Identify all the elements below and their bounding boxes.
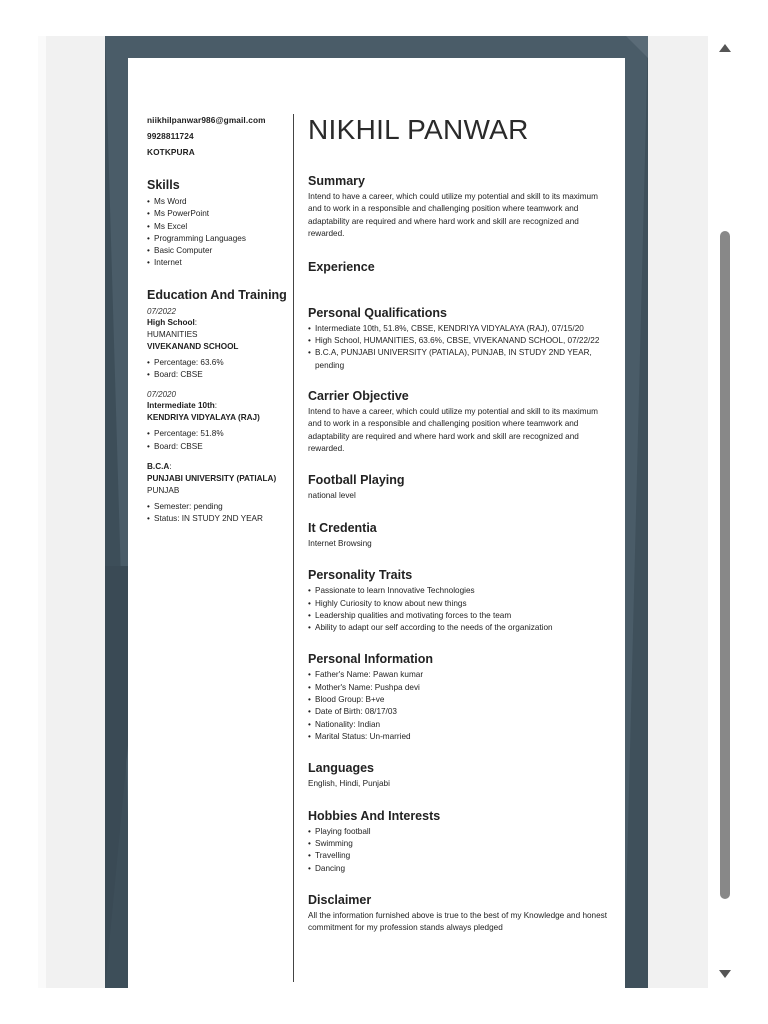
summary-text: Intend to have a career, which could utilize my potential and skill to its maximum and to work in a responsible and challenging position where teamwork and adaptability are required and where hard work and skill are recognized and rewarded. [308,192,598,239]
hobby-item: • Playing football [308,826,608,838]
languages-heading: Languages [308,761,374,776]
contact-email: niikhilpanwar986@gmail.com [147,115,266,125]
hobby-item: • Travelling [308,850,608,862]
personal-info-item: • Blood Group: B+ve [308,694,608,706]
candidate-name: NIKHIL PANWAR [308,114,529,145]
education-detail: • Board: CBSE [147,369,287,381]
personal-info-item: • Marital Status: Un-married [308,731,608,743]
summary-heading: Summary [308,174,365,188]
objective-text: Intend to have a career, which could utilize my potential and skill to its maximum and to work in a responsible and challenging position where teamwork and adaptability are required and where hard work and skill are recognized and rewarded. [308,406,598,454]
column-divider [293,114,294,982]
education-field: HUMANITIES [147,329,198,339]
education-detail: • Percentage: 51.8% [147,428,287,440]
scrollbar-thumb[interactable] [720,231,730,899]
qualifications-list [308,323,608,372]
education-degree: High School: [147,317,198,327]
personal-info-item: • Nationality: Indian [308,719,608,731]
skill-item: • Ms Excel [147,221,287,233]
objective-heading: Carrier Objective [308,388,409,403]
resume-paper [128,58,625,988]
skill-item: • Ms Word [147,196,287,208]
viewer-left-gutter [38,36,46,988]
trait-item: • Ability to adapt our self according to the needs of the organization [308,622,608,634]
personality-traits-heading: Personality Traits [308,568,413,583]
skill-item: • Internet [147,257,287,269]
education-details [147,428,287,453]
education-detail: • Status: IN STUDY 2ND YEAR [147,513,287,525]
education-detail: • Semester: pending [147,501,287,513]
qualification-item: • Intermediate 10th, 51.8%, CBSE, KENDRIYA VIDYALAYA (RAJ), 07/15/20 [308,323,608,335]
skill-item: • Ms PowerPoint [147,208,287,220]
arrow-down-icon[interactable] [719,970,731,978]
hobbies-heading: Hobbies And Interests [308,808,441,823]
skill-item: • Basic Computer [147,245,287,257]
education-date: 07/2020 [147,390,176,400]
personality-traits-list [308,585,608,634]
education-details [147,357,287,382]
education-location: PUNJAB [147,485,180,495]
education-degree: B.C.A: [147,461,172,471]
personal-info-list [308,669,608,743]
personal-info-item: • Date of Birth: 08/17/03 [308,706,608,718]
languages-text: English, Hindi, Punjabi [308,779,390,789]
disclaimer-text: All the information furnished above is true to the best of my Knowledge and honest commitment for my profession stands always pledged [308,910,608,933]
disclaimer-heading: Disclaimer [308,892,372,907]
education-date: 07/2022 [147,306,176,316]
skills-heading: Skills [147,178,180,192]
personal-info-item: • Father's Name: Pawan kumar [308,669,608,681]
qualification-item: • High School, HUMANITIES, 63.6%, CBSE, VIVEKANAND SCHOOL, 07/22/22 [308,335,608,347]
frame-corner [626,36,648,58]
it-credentia-text: Internet Browsing [308,538,372,548]
education-degree-text: Intermediate 10th [147,401,215,411]
trait-item: • Passionate to learn Innovative Technologies [308,585,608,597]
contact-block [147,112,287,160]
contact-city: KOTKPURA [147,147,195,157]
resume-page-frame [105,36,648,988]
education-entry [147,306,287,382]
left-column [147,112,287,534]
football-text: national level [308,491,356,501]
education-details [147,501,287,526]
education-school: PUNJABI UNIVERSITY (PATIALA) [147,473,277,483]
football-heading: Football Playing [308,473,405,488]
experience-heading: Experience [308,259,375,274]
personal-info-item: • Mother's Name: Pushpa devi [308,682,608,694]
hobby-item: • Dancing [308,863,608,875]
skill-item: • Programming Languages [147,233,287,245]
qualifications-heading: Personal Qualifications [308,305,447,320]
arrow-up-icon[interactable] [719,44,731,52]
education-detail: • Board: CBSE [147,441,287,453]
education-degree-text: High School [147,317,195,327]
frame-shade [624,36,648,988]
right-column [308,112,608,935]
contact-phone: 9928811724 [147,131,194,141]
education-entry [147,461,287,526]
education-degree-text: B.C.A [147,461,170,471]
education-school: VIVEKANAND SCHOOL [147,341,239,351]
it-credentia-heading: It Credentia [308,520,377,535]
education-degree: Intermediate 10th: [147,401,218,411]
qualification-item: • B.C.A, PUNJABI UNIVERSITY (PATIALA), PUNJAB, IN STUDY 2ND YEAR, pending [308,347,608,372]
skills-list [147,196,287,270]
trait-item: • Leadership qualities and motivating forces to the team [308,610,608,622]
hobby-item: • Swimming [308,838,608,850]
education-school: KENDRIYA VIDYALAYA (RAJ) [147,413,260,423]
education-entry [147,389,287,453]
personal-info-heading: Personal Information [308,652,434,667]
education-detail: • Percentage: 63.6% [147,357,287,369]
education-heading: Education And Training [147,287,287,302]
trait-item: • Highly Curiosity to know about new things [308,598,608,610]
hobbies-list [308,826,608,875]
